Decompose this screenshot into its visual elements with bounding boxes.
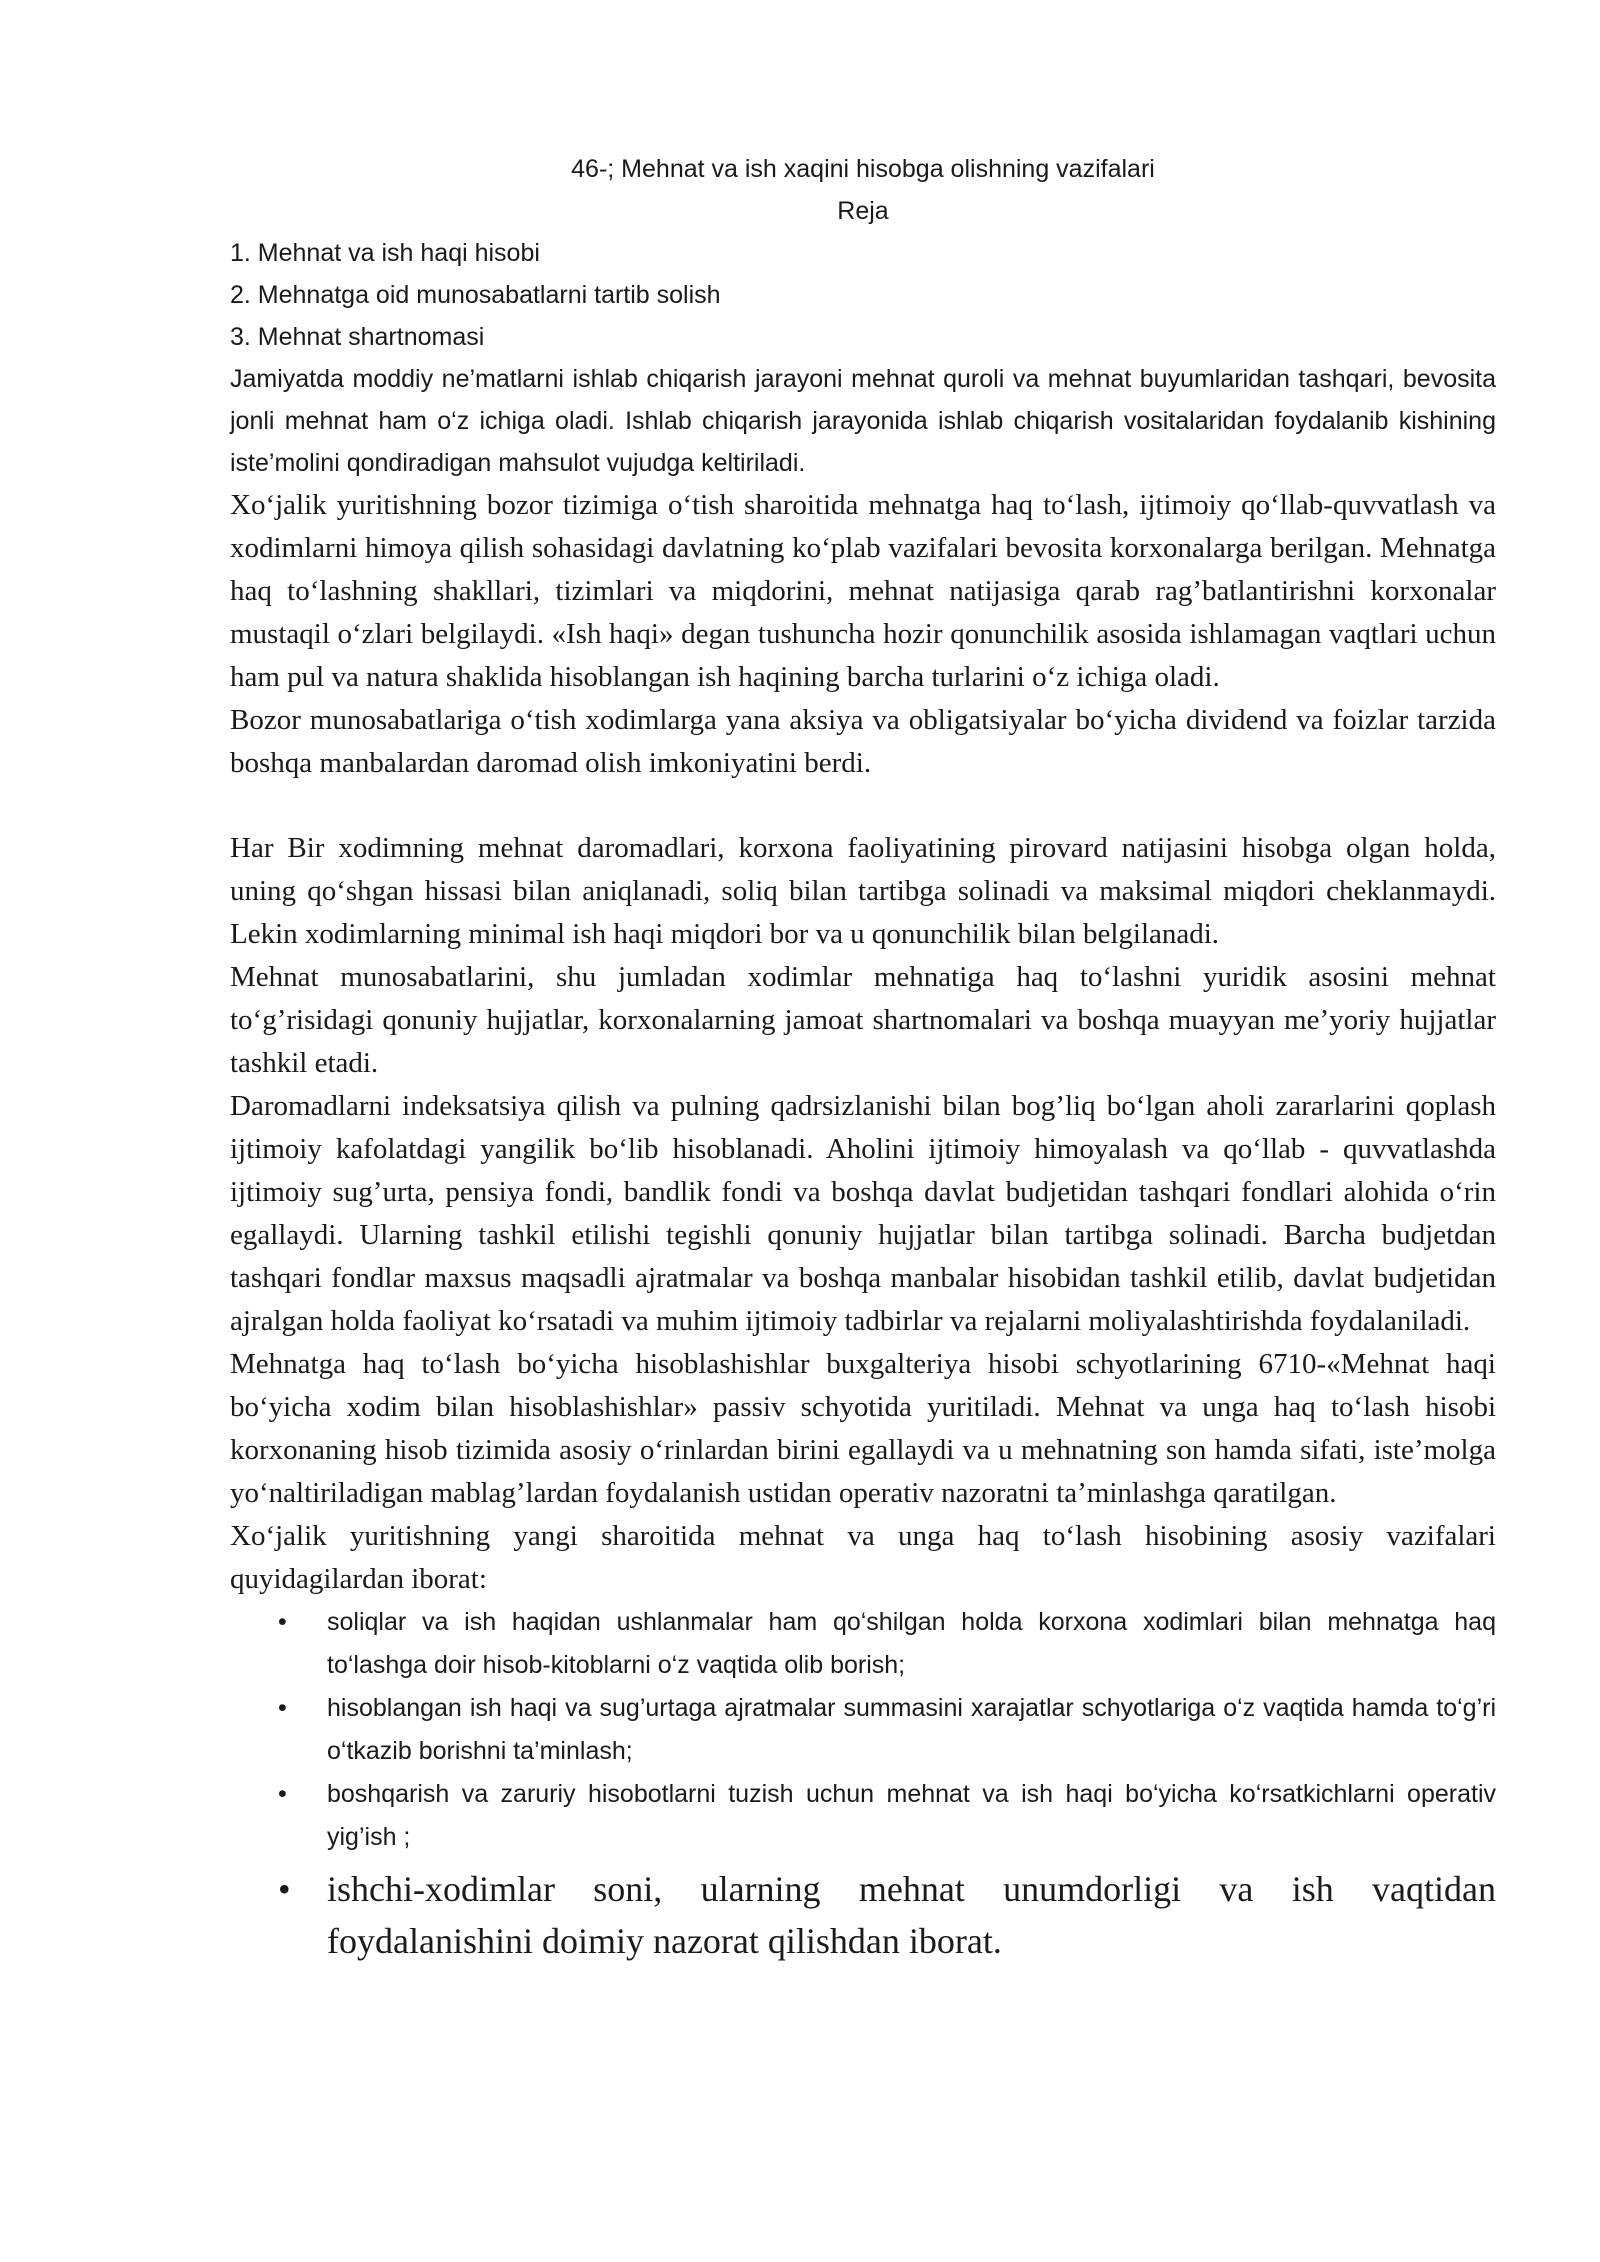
bullet-icon: • xyxy=(278,1608,287,1636)
document-page xyxy=(230,140,1496,1967)
intro-paragraph: Jamiyatda moddiy ne’matlarni ishlab chiqarish jarayoni mehnat quroli va mehnat buyumlaridan tashqari, bevosita jonli mehnat ham o‘z ichiga oladi. Ishlab chiqarish jarayonida ishlab chiqarish vositalaridan foydalanib kishining iste’molini qondiradigan mahsulot vujudga keltiriladi. xyxy=(230,365,1496,477)
paragraph-spacer xyxy=(230,785,1496,827)
bullet-item-4 xyxy=(230,1863,1496,1967)
body-paragraph-5: Daromadlarni indeksatsiya qilish va pulning qadrsizlanishi bilan bog’liq bo‘lgan aholi zararlarini qoplash ijtimoiy kafolatdagi yangilik bo‘lib hisoblanadi. Aholini ijtimoiy himoyalash va qo‘llab - quvvatlashda ijtimoiy sug’urta, pensiya fondi, bandlik fondi va boshqa davlat budjetidan tashqari fondlari alohida o‘rin egallaydi. Ularning tashkil etilishi tegishli qonuniy hujjatlar bilan tartibga solinadi. Barcha budjetdan tashqari fondlar maxsus maqsadli ajratmalar va boshqa manbalar hisobidan tashkil etilib, davlat budjetidan ajralgan holda faoliyat ko‘rsatadi va muhim ijtimoiy tadbirlar va rejalarni moliyalashtirishda foydalaniladi. xyxy=(230,1090,1496,1337)
tasks-bullet-list xyxy=(230,1601,1496,1967)
body-paragraph-1: Xo‘jalik yuritishning bozor tizimiga o‘tish sharoitida mehnatga haq to‘lash, ijtimoiy qo‘llab-quvvatlash va xodimlarni himoya qilish sohasidagi davlatning ko‘plab vazifalari bevosita korxonalarga berilgan. Mehnatga haq to‘lashning shakllari, tizimlari va miqdorini, mehnat natijasiga qarab rag’batlantirishni korxonalar mustaqil o‘zlari belgilaydi. «Ish haqi» degan tushuncha hozir qonunchilik asosida ishlamagan vaqtlari uchun ham pul va natura shaklida hisoblangan ish haqining barcha turlarini o‘z ichiga oladi. xyxy=(230,489,1496,693)
body-paragraph-3: Har Bir xodimning mehnat daromadlari, korxona faoliyatining pirovard natijasini hisobga olgan holda, uning qo‘shgan hissasi bilan aniqlanadi, soliq bilan tartibga solinadi va maksimal miqdori cheklanmaydi. Lekin xodimlarning minimal ish haqi miqdori bor va u qonunchilik bilan belgilanadi. xyxy=(230,832,1496,950)
document-title: 46-; Mehnat va ish xaqini hisobga olishning vazifalari xyxy=(571,155,1155,183)
bullet-text: hisoblangan ish haqi va sug’urtaga ajratmalar summasini xarajatlar schyotlariga o‘z vaqtida hamda to‘g’ri o‘tkazib borishni ta’minlash; xyxy=(327,1694,1496,1765)
body-paragraph-6: Mehnatga haq to‘lash bo‘yicha hisoblashishlar buxgalteriya hisobi schyotlarining 6710-«Mehnat haqi bo‘yicha xodim bilan hisoblashishlar» passiv schyotida yuritiladi. Mehnat va unga haq to‘lash hisobi korxonaning hisob tizimida asosiy o‘rinlardan birini egallaydi va u mehnatning son hamda sifati, iste’molga yo‘naltiriladigan mablag’lardan foydalanish ustidan operativ nazoratni ta’minlashga qaratilgan. xyxy=(230,1348,1496,1509)
bullet-icon: • xyxy=(278,1869,291,1909)
bullet-icon: • xyxy=(278,1694,287,1722)
bullet-item-1 xyxy=(230,1601,1496,1687)
body-paragraph-2: Bozor munosabatlariga o‘tish xodimlarga yana aksiya va obligatsiyalar bo‘yicha dividend va foizlar tarzida boshqa manbalardan daromad olish imkoniyatini berdi. xyxy=(230,704,1496,779)
plan-item-3: 3. Mehnat shartnomasi xyxy=(230,323,485,351)
bullet-icon: • xyxy=(278,1780,287,1808)
plan-list xyxy=(230,232,1496,358)
bullet-text: boshqarish va zaruriy hisobotlarni tuzish uchun mehnat va ish haqi bo‘yicha ko‘rsatkichlarni operativ yig’ish ; xyxy=(327,1780,1496,1851)
document-subtitle: Reja xyxy=(837,197,889,225)
plan-item-2: 2. Mehnatga oid munosabatlarni tartib solish xyxy=(230,281,721,309)
body-paragraph-4: Mehnat munosabatlarini, shu jumladan xodimlar mehnatiga haq to‘lashni yuridik asosini mehnat to‘g’risidagi qonuniy hujjatlar, korxonalarning jamoat shartnomalari va boshqa muayyan me’yoriy hujjatlar tashkil etadi. xyxy=(230,961,1496,1079)
bullet-item-3 xyxy=(230,1773,1496,1859)
bullet-text: soliqlar va ish haqidan ushlanmalar ham qo‘shilgan holda korxona xodimlari bilan mehnatga haq to‘lashga doir hisob-kitoblarni o‘z vaqtida olib borish; xyxy=(327,1608,1496,1679)
bullet-text: ishchi-xodimlar soni, ularning mehnat unumdorligi va ish vaqtidan foydalanishini doimiy nazorat qilishdan iborat. xyxy=(327,1869,1496,1961)
body-paragraph-7: Xo‘jalik yuritishning yangi sharoitida mehnat va unga haq to‘lash hisobining asosiy vazifalari quyidagilardan iborat: xyxy=(230,1520,1496,1595)
bullet-item-2 xyxy=(230,1687,1496,1773)
plan-item-1: 1. Mehnat va ish haqi hisobi xyxy=(230,239,540,267)
